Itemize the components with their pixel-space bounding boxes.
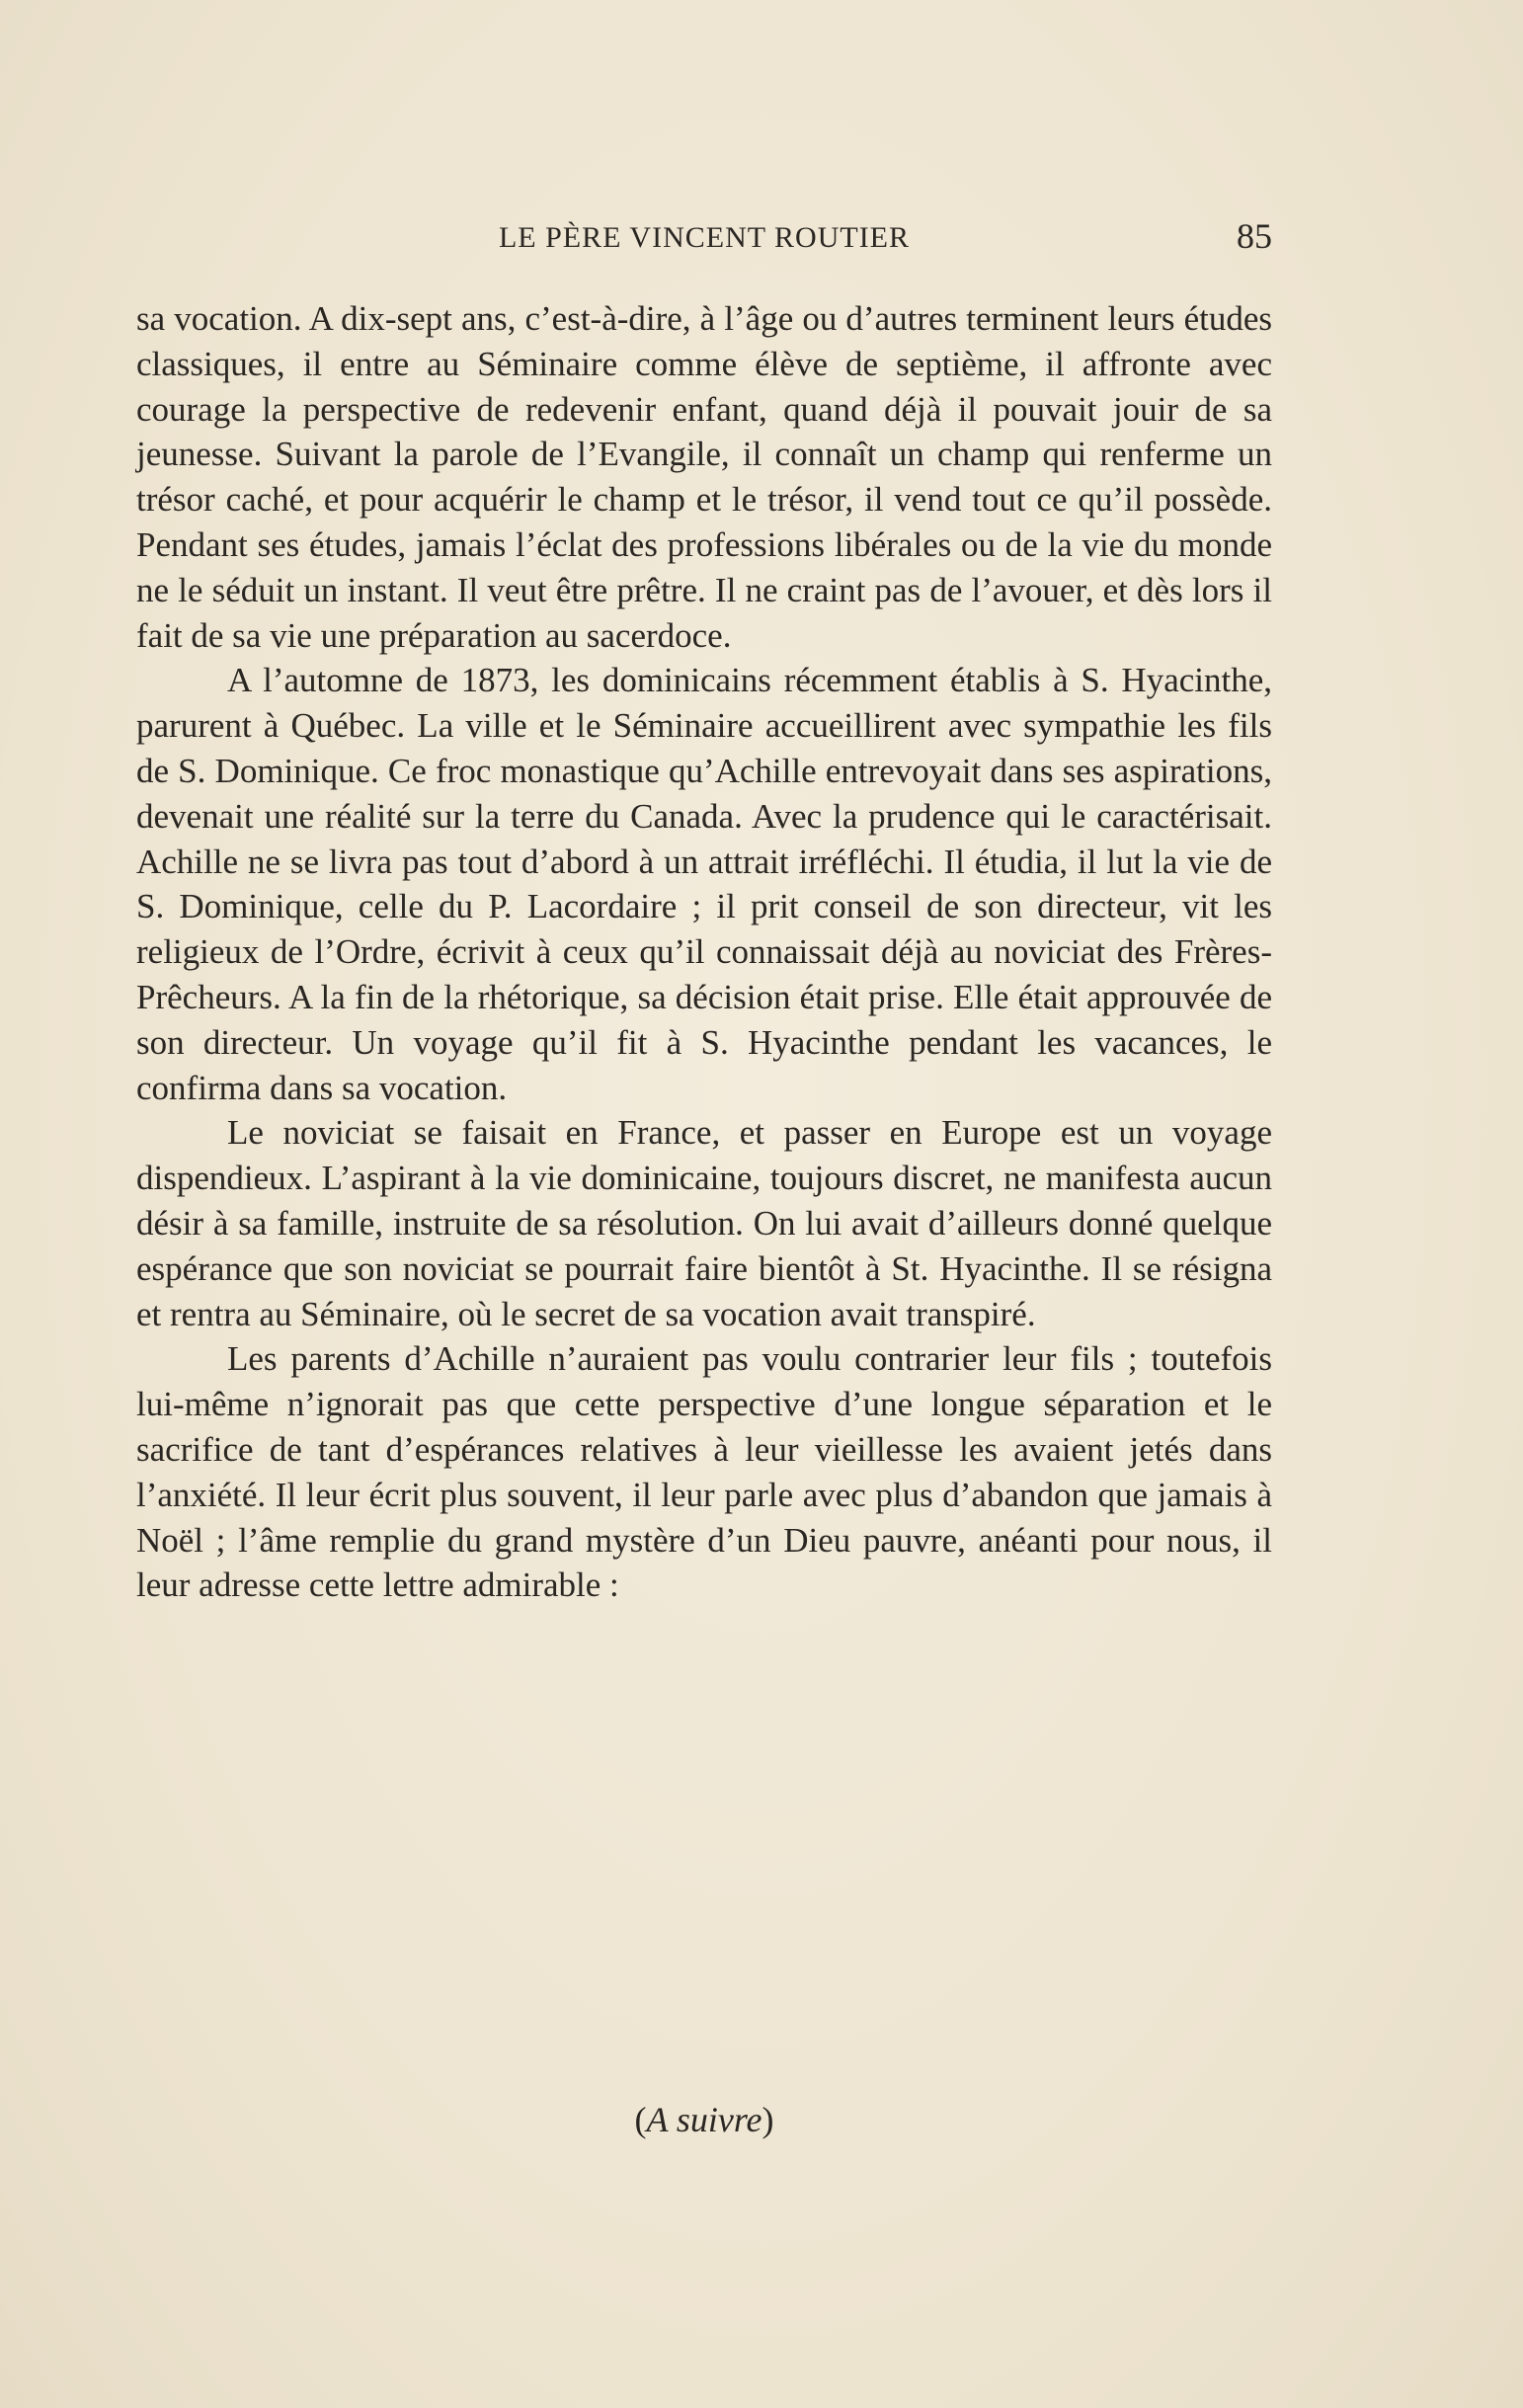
paragraph-4: Les parents d’Achille n’auraient pas voulu contrarier leur fils ; toutefois lui-même n’ignorait pas que cette perspective d’une longue séparation et le sacrifice de tant d’espérances relatives à leur vieillesse les avaient jetés dans l’anxiété. Il leur écrit plus souvent, il leur parle avec plus d’abandon que jamais à Noël ; l’âme remplie du grand mystère d’un Dieu pauvre, anéanti pour nous, il leur adresse cette lettre admirable : [136, 1339, 1272, 1605]
paragraph-3: Le noviciat se faisait en France, et passer en Europe est un voyage dispendieux. L’aspirant à la vie dominicaine, toujours discret, ne manifesta aucun désir à sa famille, instruite de sa résolution. On lui avait d’ailleurs donné quelque espérance que son noviciat se pourrait faire bientôt à St. Hyacinthe. Il se résigna et rentra au Séminaire, où le secret de sa vocation avait transpiré. [136, 1113, 1272, 1333]
page-number: 85 [1237, 216, 1272, 256]
page-header [136, 215, 1272, 259]
paragraph-2: A l’automne de 1873, les dominicains récemment établis à S. Hyacinthe, parurent à Québec. La ville et le Séminaire accueillirent avec sympathie les fils de S. Dominique. Ce froc monastique qu’Achille entrevoyait dans ses aspirations, devenait une réalité sur la terre du Canada. Avec la prudence qui le caractérisait. Achille ne se livra pas tout d’abord à un attrait irréfléchi. Il étudia, il lut la vie de S. Dominique, celle du P. Lacordaire ; il prit conseil de son directeur, vit les religieux de l’Ordre, écrivit à ceux qu’il connaissait déjà au noviciat des Frères-Prêcheurs. A la fin de la rhétorique, sa décision était prise. Elle était approuvée de son directeur. Un voyage qu’il fit à S. Hyacinthe pendant les vacances, le confirma dans sa vocation. [136, 661, 1272, 1107]
continuation-note [136, 2099, 1272, 2140]
running-title: LE PÈRE VINCENT ROUTIER [498, 221, 911, 254]
open-paren: ( [634, 2100, 647, 2139]
close-paren: ) [762, 2100, 774, 2139]
continuation-text: A suivre [646, 2100, 762, 2139]
body-text [136, 296, 1272, 1608]
paragraph-1: sa vocation. A dix-sept ans, c’est-à-dire, à l’âge ou d’autres terminent leurs études classiques, il entre au Séminaire comme élève de septième, il affronte avec courage la perspective de redevenir enfant, quand déjà il pouvait jouir de sa jeunesse. Suivant la parole de l’Evangile, il connaît un champ qui renferme un trésor caché, et pour acquérir le champ et le trésor, il vend tout ce qu’il possède. Pendant ses études, jamais l’éclat des professions libérales ou de la vie du monde ne le séduit un instant. Il veut être prêtre. Il ne craint pas de l’avouer, et dès lors il fait de sa vie une préparation au sacerdoce. [136, 299, 1272, 655]
